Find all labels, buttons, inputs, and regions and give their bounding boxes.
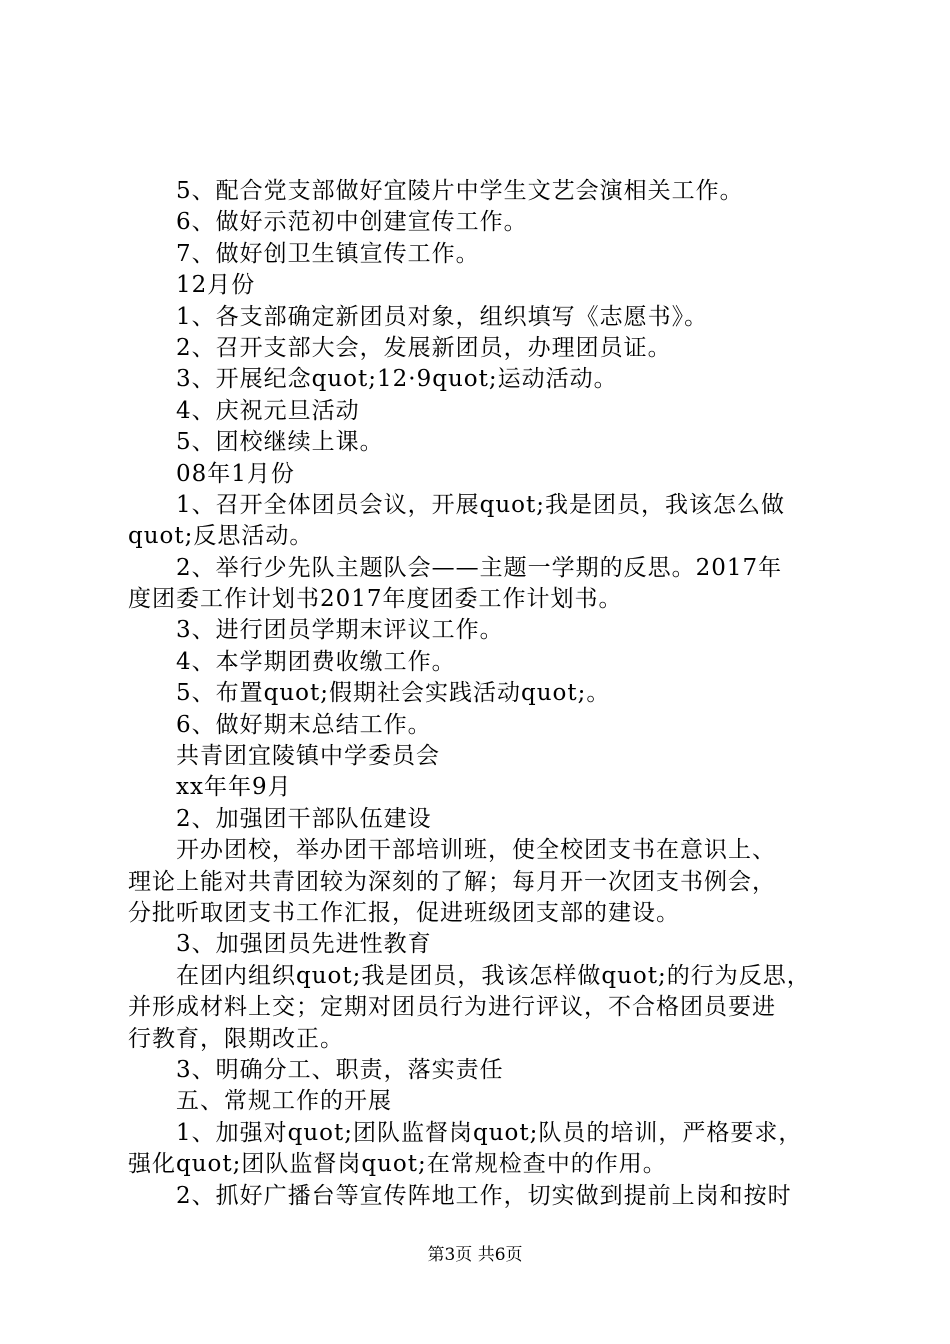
text-line: 5、布置quot;假期社会实践活动quot;。 — [176, 680, 611, 707]
text-line: 1、加强对quot;团队监督岗quot;队员的培训，严格要求， — [176, 1119, 803, 1146]
text-line: 并形成材料上交；定期对团员行为进行评议，不合格团员要进 — [128, 994, 776, 1021]
text-line: 理论上能对共青团较为深刻的了解；每月开一次团支书例会， — [128, 868, 776, 895]
text-line: xx年年9月 — [176, 774, 292, 801]
text-line: quot;反思活动。 — [128, 523, 314, 550]
text-line: 度团委工作计划书2017年度团委工作计划书。 — [128, 586, 623, 613]
text-line: 4、本学期团费收缴工作。 — [176, 648, 456, 675]
text-line: 3、加强团员先进性教育 — [176, 931, 432, 958]
page-footer: 第3页 共6页 — [427, 1245, 523, 1265]
text-line: 2、举行少先队主题队会——主题一学期的反思。2017年 — [176, 554, 783, 581]
text-line: 08年1月份 — [176, 460, 295, 487]
text-line: 2、加强团干部队伍建设 — [176, 805, 432, 832]
text-line: 4、庆祝元旦活动 — [176, 397, 360, 424]
text-line: 开办团校，举办团干部培训班，使全校团支书在意识上、 — [176, 837, 776, 864]
text-line: 2、召开支部大会，发展新团员，办理团员证。 — [176, 334, 672, 361]
text-line: 强化quot;团队监督岗quot;在常规检查中的作用。 — [128, 1151, 667, 1178]
text-line: 1、召开全体团员会议，开展quot;我是团员，我该怎么做 — [176, 491, 786, 518]
text-line: 6、做好期末总结工作。 — [176, 711, 432, 738]
text-line: 5、团校继续上课。 — [176, 429, 384, 456]
text-line: 3、明确分工、职责，落实责任 — [176, 1056, 504, 1083]
text-line: 2、抓好广播台等宣传阵地工作，切实做到提前上岗和按时 — [176, 1182, 792, 1209]
text-line: 7、做好创卫生镇宣传工作。 — [176, 240, 480, 267]
text-line: 1、各支部确定新团员对象，组织填写《志愿书》。 — [176, 303, 709, 330]
text-line: 行教育，限期改正。 — [128, 1025, 344, 1052]
text-line: 在团内组织quot;我是团员，我该怎样做quot;的行为反思， — [176, 962, 811, 989]
text-line: 3、开展纪念quot;12·9quot;运动活动。 — [176, 366, 618, 393]
text-line: 3、进行团员学期末评议工作。 — [176, 617, 504, 644]
text-line: 6、做好示范初中创建宣传工作。 — [176, 209, 528, 236]
text-line: 5、配合党支部做好宜陵片中学生文艺会演相关工作。 — [176, 178, 744, 204]
text-line: 共青团宜陵镇中学委员会 — [176, 743, 440, 770]
document-body — [128, 176, 838, 1212]
text-line: 12月份 — [176, 272, 256, 299]
text-line: 五、常规工作的开展 — [176, 1088, 392, 1115]
text-line: 分批听取团支书工作汇报，促进班级团支部的建设。 — [128, 899, 680, 926]
